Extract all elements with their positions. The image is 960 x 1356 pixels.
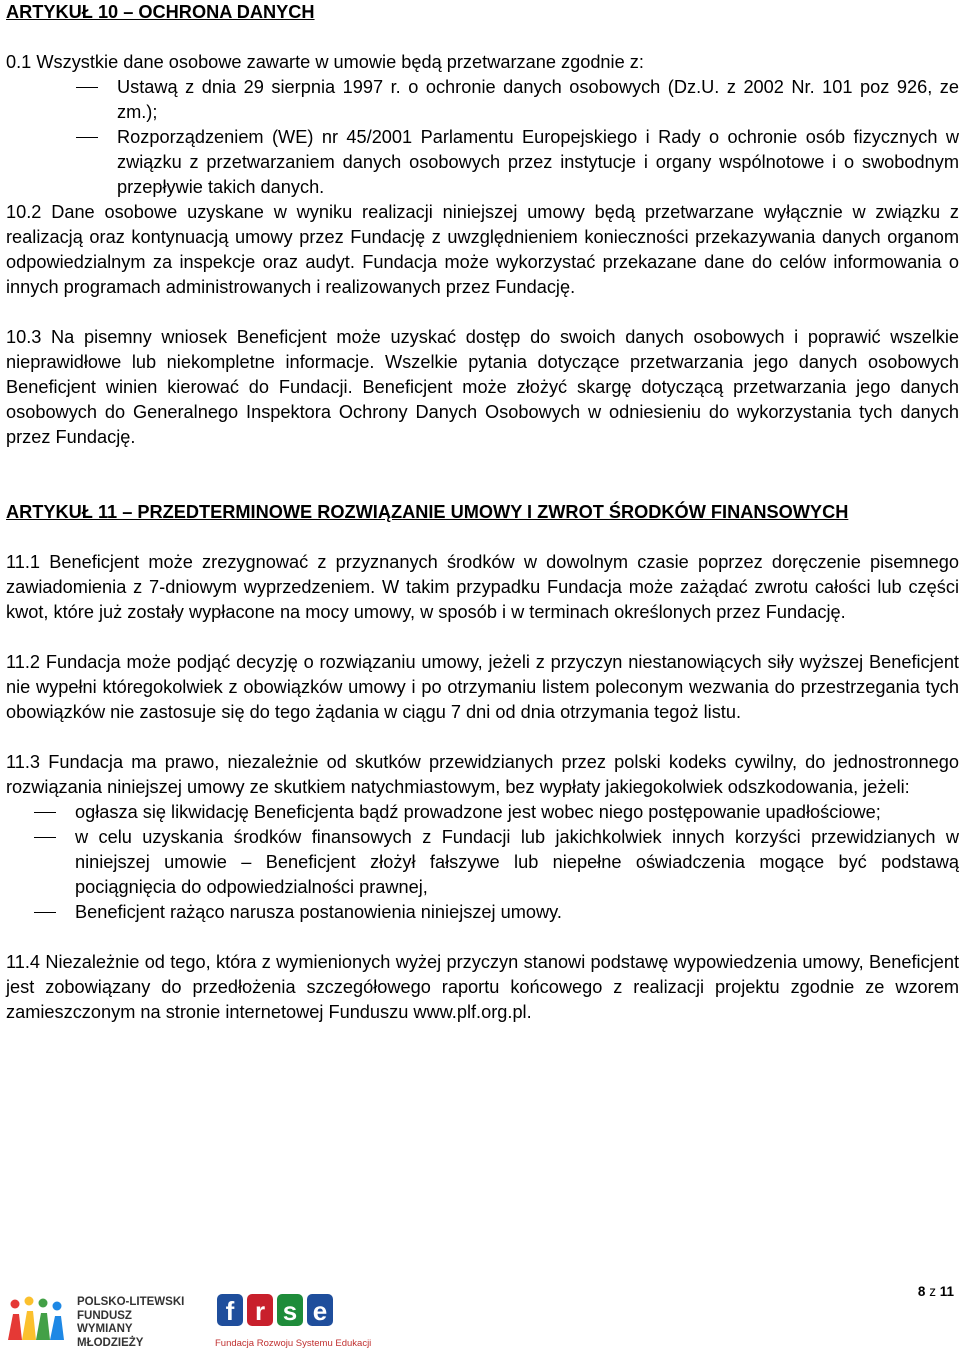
list-item [6,825,959,900]
svg-text:s: s [282,1296,298,1326]
figures-logo-icon [5,1294,71,1342]
article-10-heading: ARTYKUŁ 10 – OCHRONA DANYCH [6,2,315,22]
page-separator: z [929,1284,936,1299]
paragraph-10-2: 10.2 Dane osobowe uzyskane w wyniku realizacji niniejszej umowy będą przetwarzane wyłącznie w związku z realizacją oraz kontynuacją umowy przez Fundację z uwzględnieniem konieczności przekazywania danych organom odpowiedzialnym za inspekcje oraz audyt. Fundacja może wykorzystać przekazane dane do celów informowania o innych programach administrowanych i realizowanych przez Fundację. [6,202,959,297]
data-law-list [6,75,959,200]
list-item-text: ogłasza się likwidację Beneficjenta bądź prowadzone jest wobec niego postępowanie upadłościowe; [75,802,881,822]
dash-bullet [34,912,56,913]
frse-logo [215,1290,372,1349]
list-item-text: Ustawą z dnia 29 sierpnia 1997 r. o ochronie danych osobowych (Dz.U. z 2002 Nr. 101 poz 926, ze zm.); [117,77,959,122]
dash-bullet [34,837,56,838]
svg-text:e: e [312,1296,328,1326]
paragraph-11-2: 11.2 Fundacja może podjąć decyzję o rozwiązaniu umowy, jeżeli z przyczyn niestanowiących siły wyższej Beneficjent nie wypełni któregokolwiek z obowiązków umowy i po otrzymaniu listem poleconym wezwania do przestrzegania tych obowiązków nie zastosuje się do tego żądania w ciągu 7 dni od dnia otrzymania tegoż listu. [6,652,959,722]
paragraph-11-3-intro: 11.3 Fundacja ma prawo, niezależnie od skutków przewidzianych przez polski kodeks cywilny, do jednostronnego rozwiązania niniejszej umowy ze skutkiem natychmiastowym, bez wypłaty jakiegokolwiek odszkodowania, jeżeli: [6,752,959,797]
page-total: 11 [939,1284,954,1299]
list-item-text: w celu uzyskania środków finansowych z Fundacji lub jakichkolwiek innych korzyści przewidzianych w niniejszej umowie – Beneficjent złożył fałszywe lub niepełne oświadczenia mogące być podstawą pociągnięcia do odpowiedzialności prawnej, [75,827,959,897]
page-current: 8 [917,1284,926,1299]
paragraph-11-1: 11.1 Beneficjent może zrezygnować z przyznanych środków w dowolnym czasie poprzez doręczenie pisemnego zawiadomienia z 7-dniowym wyprzedzeniem. W takim przypadku Fundacja może zażądać zwrotu całości lub części kwot, które już zostały wypłacone na mocy umowy, w sposób i w terminach określonych przez Fundację. [6,552,959,622]
paragraph-10-3: 10.3 Na pisemny wniosek Beneficjent może uzyskać dostęp do swoich danych osobowych i poprawić wszelkie nieprawidłowe lub niekompletne informacje. Wszelkie pytania dotyczące przetwarzania jego danych osobowych Beneficjent winien kierować do Fundacji. Beneficjent może złożyć skargę dotyczącą przetwarzania jego danych osobowych do Generalnego Inspektora Ochrony Danych Osobowych w odniesieniu do wykorzystania tych danych przez Fundację. [6,327,959,447]
svg-text:r: r [254,1296,266,1326]
plfwm-logo [5,1294,190,1349]
dash-bullet [76,87,98,88]
list-item [6,125,959,200]
list-item-text: Beneficjent rażąco narusza postanowienia niniejszej umowy. [75,902,562,922]
frse-logo-icon [215,1290,340,1330]
article-11-heading: ARTYKUŁ 11 – PRZEDTERMINOWE ROZWIĄZANIE UMOWY I ZWROT ŚRODKÓW FINANSOWYCH [6,502,849,522]
list-item [6,900,959,925]
termination-reasons-list [6,800,959,925]
paragraph-11-4: 11.4 Niezależnie od tego, która z wymienionych wyżej przyczyn stanowi podstawę wypowiedzenia umowy, Beneficjent jest zobowiązany do przedłożenia szczegółowego raportu końcowego z realizacji projektu zgodnie ze wzorem zamieszczonym na stronie internetowej Funduszu www.plf.org.pl. [6,952,959,1022]
dash-bullet [76,137,98,138]
list-item-text: Rozporządzeniem (WE) nr 45/2001 Parlamentu Europejskiego i Rady o ochronie osób fizycznych w związku z przetwarzaniem danych osobowych przez instytucje i organy wspólnotowe i o swobodnym przepływie takich danych. [117,127,959,197]
plfwm-logo-text: POLSKO-LITEWSKI FUNDUSZ WYMIANY MŁODZIEŻY [77,1296,185,1349]
page-number [918,1279,954,1304]
list-item [6,800,959,825]
frse-logo-caption: Fundacja Rozwoju Systemu Edukacji [215,1338,372,1349]
list-item [6,75,959,125]
document-page [6,0,959,1025]
svg-text:f: f [225,1296,235,1326]
paragraph-10-1-intro: 0.1 Wszystkie dane osobowe zawarte w umowie będą przetwarzane zgodnie z: [6,52,644,72]
dash-bullet [34,812,56,813]
page-footer [0,1268,960,1349]
